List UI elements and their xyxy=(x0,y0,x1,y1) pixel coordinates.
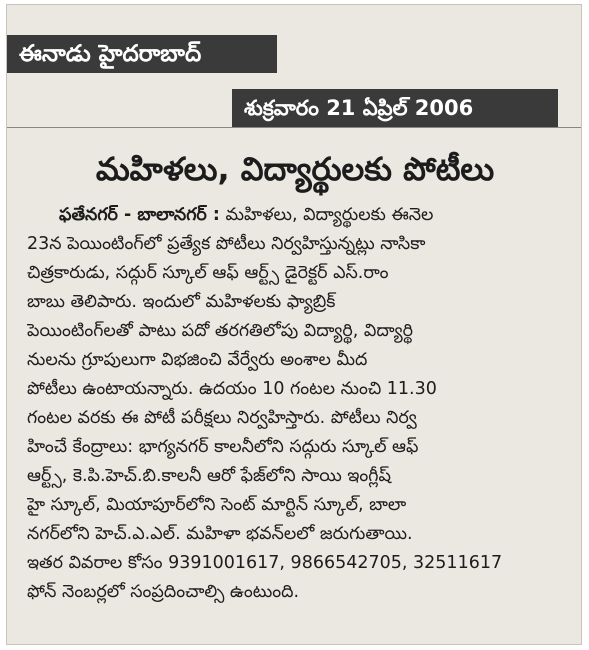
body-line: బాబు తెలిపారు. ఇందులో మహిళలకు ఫ్యాబ్రిక్ xyxy=(27,292,336,312)
body-line: 23న పెయింటింగ్‌లో ప్రత్యేక పోటీలు నిర్వహిస్తున్నట్లు నాసికా xyxy=(27,234,426,254)
body-line: హించే కేంద్రాలు: భాగ్యనగర్ కాలనీలోని సద్గురు స్కూల్ ఆఫ్ xyxy=(27,437,419,457)
masthead: ఈనాడు హైదరాబాద్ xyxy=(7,35,277,73)
body-line: చిత్రకారుడు, సద్గుర్ స్కూల్ ఆఫ్ ఆర్ట్స్ డైరెక్టర్ ఎస్.రాం xyxy=(27,263,389,283)
newspaper-clipping xyxy=(6,4,582,645)
body-line: నులను గ్రూపులుగా విభజించి వేర్వేరు అంశాల మీద xyxy=(27,350,368,370)
body-line: గంటల వరకు ఈ పోటీ పరీక్షలు నిర్వహిస్తారు. పోటీలు నిర్వ xyxy=(27,408,417,428)
body-line: పెయింటింగ్‌లతో పాటు పదో తరగతిలోపు విద్యార్థి, విద్యార్థి xyxy=(27,321,413,341)
body-line: హై స్కూల్, మియాపూర్‌లోని సెంట్ మార్టిన్ స్కూల్, బాలా xyxy=(27,495,407,515)
body-line: ఆర్ట్స్, కె.పి.హెచ్.బి.కాలనీ ఆరో ఫేజ్‌లోని సాయి ఇంగ్లీష్ xyxy=(27,466,391,486)
body-line: ఫోన్ నెంబర్లలో సంప్రదించాల్సి ఉంటుంది. xyxy=(27,582,300,602)
headline: మహిళలు, విద్యార్థులకు పోటీలు xyxy=(95,150,495,188)
divider xyxy=(7,127,582,128)
dateline: శుక్రవారం 21 ఏప్రిల్ 2006 xyxy=(232,89,558,127)
body-line: ఇతర వివరాల కోసం 9391001617, 9866542705, 32511617 xyxy=(27,553,503,573)
dateline-place: ఫతేనగర్ - బాలానగర్ : xyxy=(59,205,220,225)
body-line: పోటీలు ఉంటాయన్నారు. ఉదయం 10 గంటల నుంచి 11.30 xyxy=(27,379,437,399)
body-line: ఫతేనగర్ - బాలానగర్ : మహిళలు, విద్యార్థులకు ఈనెల xyxy=(59,205,434,225)
body-line: నగర్‌లోని హెచ్.ఎ.ఎల్. మహిళా భవన్‌లలో జరుగుతాయి. xyxy=(27,524,413,544)
